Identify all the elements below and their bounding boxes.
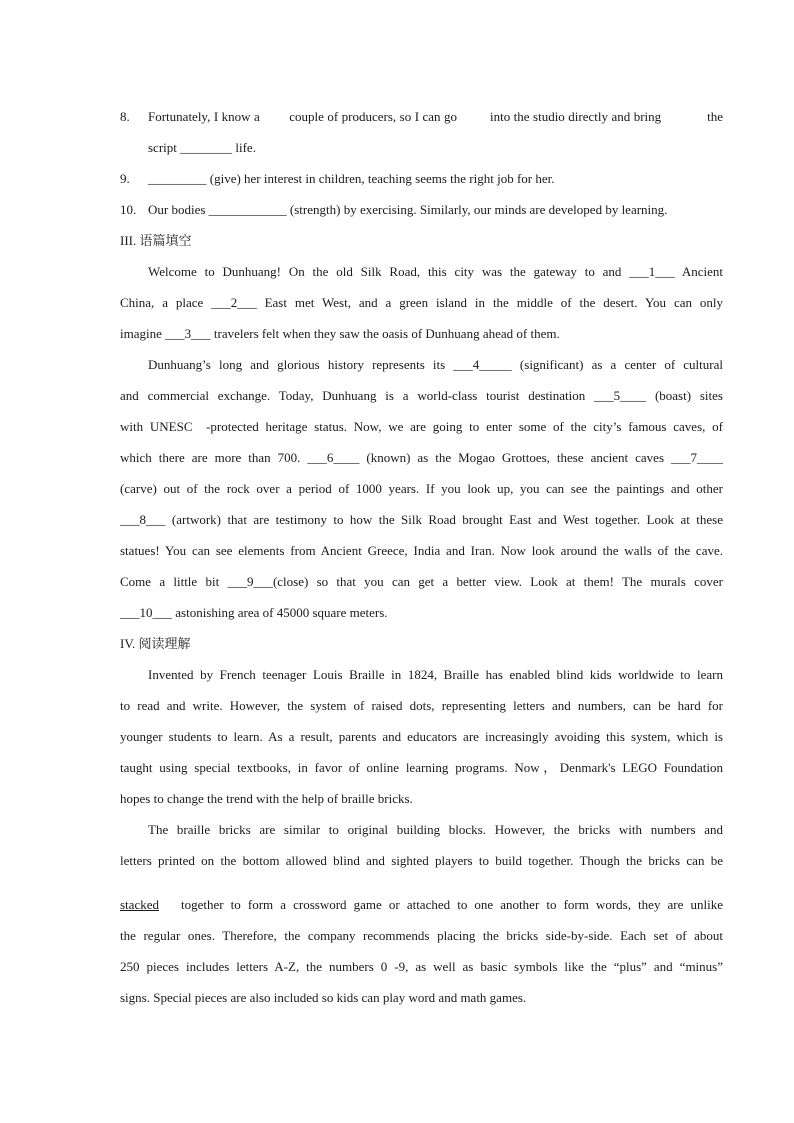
item-number: 8. <box>120 109 130 124</box>
item-8-line-1 <box>120 101 723 132</box>
item-number: 9. <box>120 171 130 186</box>
s4-p2-line: letters printed on the bottom allowed blind and sighted players to build together. Though the bricks can be <box>120 853 723 868</box>
s4-p2-line: the regular ones. Therefore, the company recommends placing the bricks side-by-side. Each set of about <box>120 928 723 943</box>
s4-p2-line: signs. Special pieces are also included so kids can play word and math games. <box>120 990 527 1005</box>
s4-p1-line: to read and write. However, the system of raised dots, representing letters and numbers, can be hard for <box>120 698 723 713</box>
s4-p1-line: hopes to change the trend with the help of braille bricks. <box>120 791 413 806</box>
s3-p2-line: and commercial exchange. Today, Dunhuang is a world-class tourist destination ___5____ (boast) sites <box>120 388 723 403</box>
s4-p1-line: Invented by French teenager Louis Braille in 1824, Braille has enabled blind kids worldwide to learn <box>148 667 723 682</box>
s3-p2-line: Come a little bit ___9___(close) so that you can get a better view. Look at them! The murals cover <box>120 574 723 589</box>
item-10 <box>120 194 723 225</box>
s4-p2-line: The braille bricks are similar to original building blocks. However, the bricks with numbers and <box>148 822 723 837</box>
underlined-word: stacked <box>120 897 159 912</box>
s3-p2-line: (carve) out of the rock over a period of 1000 years. If you look up, you can see the paintings and other <box>120 481 723 496</box>
s3-p2-line: which there are more than 700. ___6____ (known) as the Mogao Grottoes, these ancient caves ___7____ <box>120 450 723 465</box>
item-text: Our bodies ____________ (strength) by exercising. Similarly, our minds are developed by learning. <box>148 202 668 217</box>
s3-p1-line: China, a place ___2___ East met West, and a green island in the middle of the desert. You can only <box>120 295 723 310</box>
s4-p1-line: taught using special textbooks, in favor of online learning programs. Now，Denmark's LEGO Foundation <box>120 760 723 775</box>
s4-p2-text: together to form a crossword game or attached to one another to form words, they are unlike <box>180 897 723 912</box>
s3-p2-line: with UNESC -protected heritage status. Now, we are going to enter some of the city’s famous caves, of <box>120 419 723 434</box>
s3-p1-line: imagine ___3___ travelers felt when they saw the oasis of Dunhuang ahead of them. <box>120 326 560 341</box>
s3-p2-line: statues! You can see elements from Ancient Greece, India and Iran. Now look around the walls of the cave. <box>120 543 723 558</box>
s4-p2-line: 250 pieces includes letters A-Z, the numbers 0 -9, as well as basic symbols like the “plus” and “minus” <box>120 959 723 974</box>
item-9 <box>120 163 723 194</box>
item-text: _________ (give) her interest in children, teaching seems the right job for her. <box>148 171 555 186</box>
s4-p2-line <box>120 889 723 920</box>
s3-p2-line: Dunhuang’s long and glorious history represents its ___4_____ (significant) as a center of cultural <box>148 357 723 372</box>
section-4-heading: IV. 阅读理解 <box>120 636 191 651</box>
document-page <box>120 101 723 1013</box>
item-text: Fortunately, I know a couple of producers, so I can go into the studio directly and bring the <box>148 109 723 124</box>
s3-p2-line: ___10___ astonishing area of 45000 square meters. <box>120 605 388 620</box>
item-8-line-2: script ________ life. <box>148 140 256 155</box>
s4-p1-line: younger students to learn. As a result, parents and educators are increasingly avoiding this system, which is <box>120 729 723 744</box>
section-3-heading: III. 语篇填空 <box>120 233 192 248</box>
item-number: 10. <box>120 202 137 217</box>
s3-p1-line: Welcome to Dunhuang! On the old Silk Road, this city was the gateway to and ___1___ Ancient <box>148 264 723 279</box>
s3-p2-line: ___8___ (artwork) that are testimony to how the Silk Road brought East and West together. Look at these <box>120 512 723 527</box>
